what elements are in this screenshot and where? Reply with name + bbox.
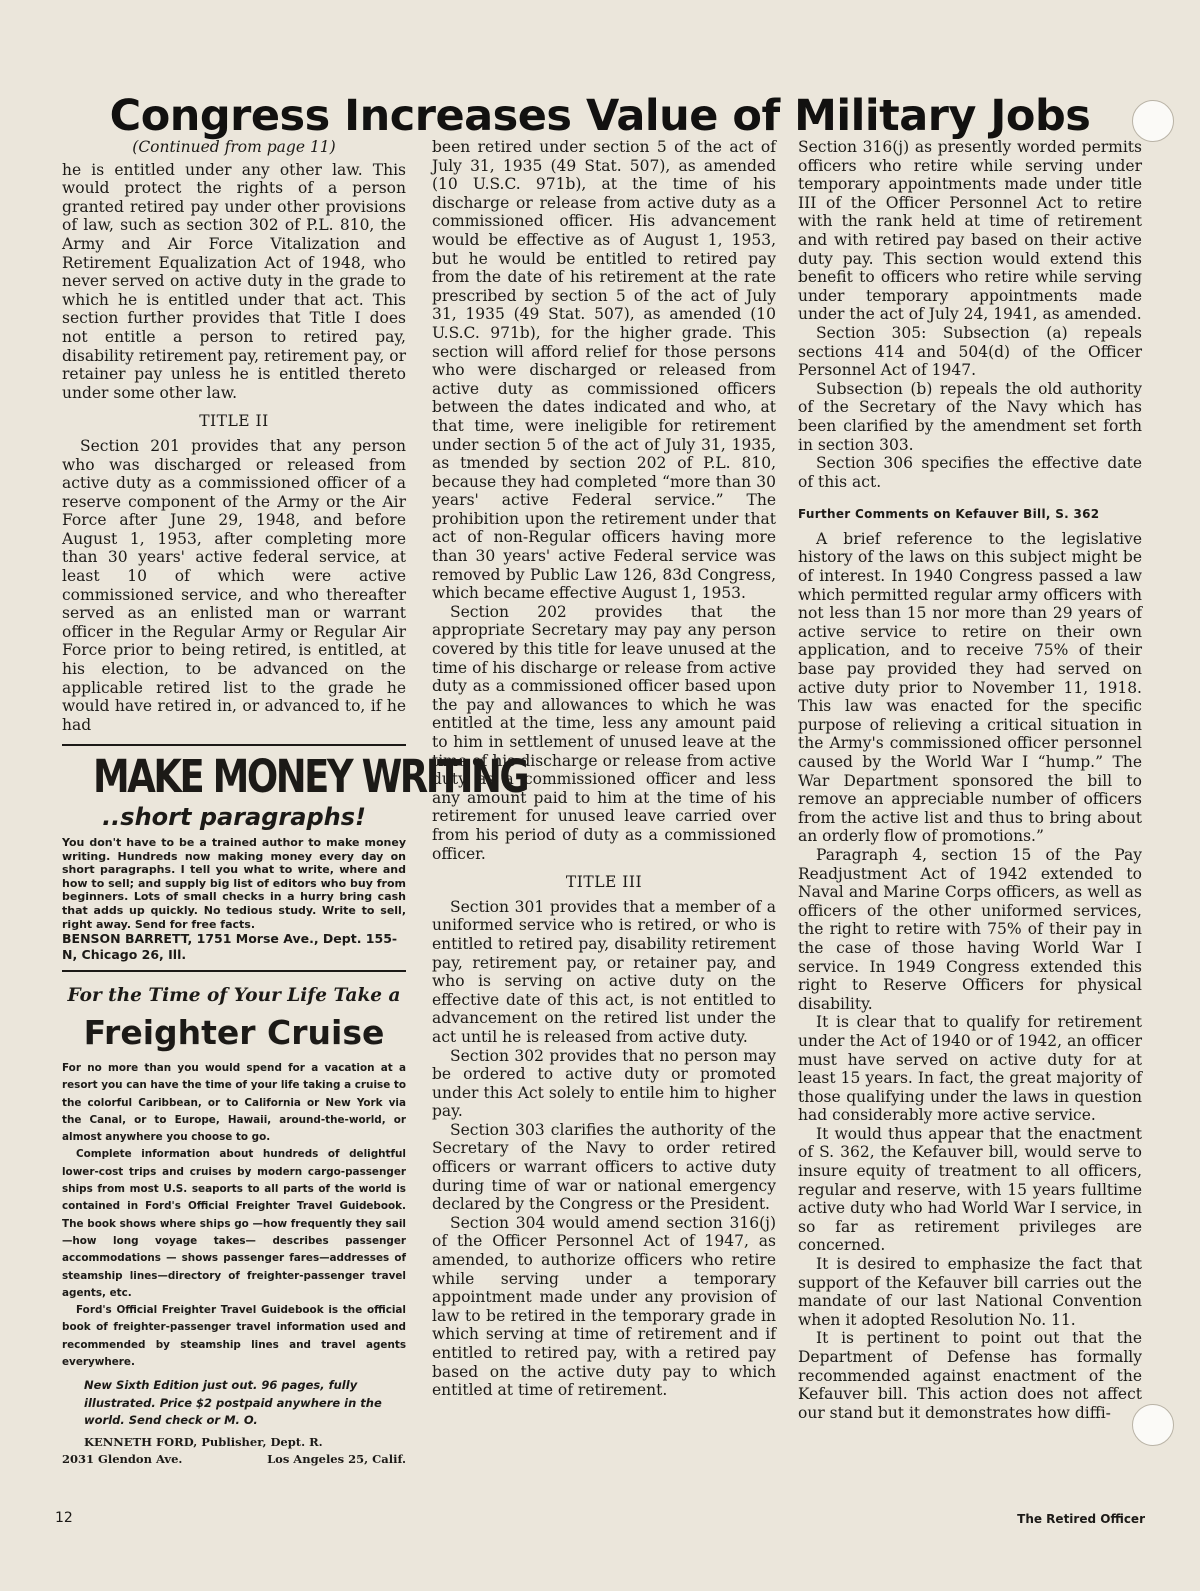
paragraph: A brief reference to the legislative history of the laws on this subject might be of interest. In 1940 Congress passed a law which permitted regular army officers with not less than 15 nor more than 29 years of active service to retire on their own application, and to receive 75% of their base pay provided they had served on active duty prior to November 11, 1918. This law was enacted for the specific purpose of relieving a critical situation in the Army's commissioned officer personnel caused by the World War I “hump.” The War Department sponsored the bill to remove an appreciable number of officers from the active list and thus to bring about an orderly flow of promotions.” [798,529,1142,846]
ad-subhead: ..short paragraphs! [102,803,366,831]
section-title-title-ii: TITLE II [199,412,269,431]
ad-headline: MAKE MONEY WRITING [92,750,528,803]
paragraph: It is pertinent to point out that the Department of Defense has formally recommended against enactment of the Kefauver bill. This action does not affect our stand but it demonstrates how diffi- [798,1329,1142,1422]
paragraph: Section 302 provides that no person may be ordered to active duty or promoted under this Act solely to entile him to higher pay. [432,1046,776,1121]
article-column-2 [432,138,776,1400]
ad-headline: Freighter Cruise [83,1013,385,1052]
article-column-3 [798,138,1142,1422]
binder-hole-top [1132,100,1174,142]
paragraph: Section 305: Subsection (a) repeals sections 414 and 504(d) of the Officer Personnel Act of 1947. [798,323,1142,380]
paragraph: Section 201 provides that any person who was discharged or released from active duty as a commissioned officer of a reserve component of the Army or the Air Force after June 29, 1948, and before August 1, 1953, after completing more than 30 years' active federal service, at least 10 of which were active commissioned service, and who thereafter served as an enlisted man or warrant officer in the Regular Army or Regular Air Force prior to being retired, is entitled, at his election, to be advanced on the applicable retired list to the grade he would have retired in, or advanced to, if he had [62,436,406,734]
paragraph: It is desired to emphasize the fact that support of the Kefauver bill carries out the mandate of our last National Convention when it adopted Resolution No. 11. [798,1255,1142,1329]
ad-contact: BENSON BARRETT, 1751 Morse Ave., Dept. 155-N, Chicago 26, Ill. [62,931,398,963]
paragraph: he is entitled under any other law. This would protect the rights of a person granted retired pay under other provisions of law, such as section 302 of P.L. 810, the Army and Air Force Vitalization and Retirement Equalization Act of 1948, who never served on active duty in the grade to which he is entitled under that act. This section further provides that Title I does not entitle a person to retired pay, disability retirement pay, retirement pay, or retainer pay unless he is entitled thereto under some other law. [62,160,406,402]
ad-make-money-writing [62,750,528,963]
paragraph: Section 301 provides that a member of a uniformed service who is retired, or who is entitled to retired pay, disability retirement pay, retirement pay, or retainer pay, and who is serving on active duty on the effective date of this act, is not entitled to advancement on the retired list under the act until he is released from active duty. [432,897,776,1046]
ad-freighter-cruise [62,985,406,1468]
ad-divider [62,744,406,746]
subsection-heading: Further Comments on Kefauver Bill, S. 362 [798,507,1100,522]
ad-body: You don't have to be a trained author to make money writing. Hundreds now making money every day on short paragraphs. I tell you what to write, where and how to sell; and supply big list of editors who buy from beginners. Lots of small checks in a hurry bring cash that adds up quickly. No tedious study. Write to sell, right away. Send for free facts. [62,836,406,931]
page-title: Congress Increases Value of Military Jobs [109,90,1091,141]
ad-paragraph: For no more than you would spend for a vacation at a resort you can have the time of your life taking a cruise to the colorful Caribbean, or to California or New York via the Canal, or to Europe, Hawaii, around-the-world, or almost anywhere you choose to go. [62,1062,406,1144]
paragraph: been retired under section 5 of the act of July 31, 1935 (49 Stat. 507), as amended (10 U.S.C. 971b), at the time of his discharge or release from active duty as a commissioned officer. His advancement would be effective as of August 1, 1953, but he would be entitled to retired pay from the date of his retirement at the rate prescribed by section 5 of the act of July 31, 1935 (49 Stat. 507), as amended (10 U.S.C. 971b), for the higher grade. This section will afford relief for those persons who were discharged or released from active duty as commissioned officers between the dates indicated and who, at that time, were ineligible for retirement under section 5 of the act of July 31, 1935, as tmended by section 202 of P.L. 810, because they had completed “more than 30 years' active Federal service.” The prohibition upon the retirement under that act of non-Regular officers having more than 30 years' active Federal service was removed by Public Law 126, 83d Congress, which became effective August 1, 1953. [432,138,776,603]
paragraph: Section 304 would amend section 316(j) of the Officer Personnel Act of 1947, as amended, to authorize officers who retire while serving under a temporary appointment made under any provision of law to be retired in the temporary grade in which serving at time of retirement and if entitled to retired pay, with a retired pay based on the active duty pay to which entitled at time of retirement. [432,1213,776,1400]
paragraph: Section 316(j) as presently worded permits officers who retire while serving under temporary appointments made under title III of the Officer Personnel Act to retire with the rank held at time of retirement and with retired pay based on their active duty pay. This section would extend this benefit to officers who retire while serving under temporary appointments made under the act of July 24, 1941, as amended. [798,138,1142,324]
paragraph: Subsection (b) repeals the old authority of the Secretary of the Navy which has been clarified by the amendment set forth in section 303. [798,379,1142,454]
ad-edition-note: New Sixth Edition just out. 96 pages, fully illustrated. Price $2 postpaid anywhere in the world. Send check or M. O. [84,1378,382,1428]
ad-tagline: For the Time of Your Life Take a [67,985,401,1006]
paragraph: Paragraph 4, section 15 of the Pay Readjustment Act of 1942 extended to Naval and Marine Corps officers, as well as officers of the other uniformed services, the right to retire with 75% of their pay in the case of those having World War I service. In 1949 Congress extended this right to Reserve Officers for physical disability. [798,845,1142,1013]
ad-address-city: Los Angeles 25, Calif. [267,1452,406,1467]
ad-address [62,1451,406,1468]
paragraph: It would thus appear that the enactment of S. 362, the Kefauver bill, would serve to insure equity of treatment to all officers, regular and reserve, with 15 years fulltime active duty who had World War I service, in so far as retirement privileges are concerned. [798,1124,1142,1255]
ad-address-street: 2031 Glendon Ave. [62,1452,183,1467]
ad-divider [62,970,406,972]
paragraph: Section 202 provides that the appropriate Secretary may pay any person covered by this title for leave unused at the time of his discharge or release from active duty as a commissioned officer based upon the pay and allowances to which he was entitled at the time, less any amount paid to him in settlement of unused leave at the time of his discharge or release from active duty as a commissioned officer and less any amount paid to him at the time of his retirement for unused leave carried over from his period of duty as a commissioned officer. [432,602,776,863]
page-number: 12 [55,1510,73,1526]
ad-body [62,1060,406,1371]
publication-name: The Retired Officer [1017,1512,1145,1526]
paragraph: Section 306 specifies the effective date of this act. [798,454,1142,491]
article-column-1 [62,138,406,734]
paragraph: Section 303 clarifies the authority of the Secretary of the Navy to order retired officers or warrant officers to active duty during time of war or national emergency declared by the Congress or the President. [432,1120,776,1214]
ad-publisher: KENNETH FORD, Publisher, Dept. R. [84,1434,323,1449]
paragraph: It is clear that to qualify for retirement under the Act of 1940 or of 1942, an officer must have served on active duty for at least 15 years. In fact, the great majority of those qualifying under the laws in question had considerably more active service. [798,1013,1142,1125]
continued-note: (Continued from page 11) [132,138,336,156]
ad-paragraph: Complete information about hundreds of delightful lower-cost trips and cruises by modern cargo-passenger ships from most U.S. seaports to all parts of the world is contained in Ford's Official Freighter Travel Guidebook. The book shows where ships go —how frequently they sail—how long voyage takes— describes passenger accommodations — shows passenger fares—addresses of steamship lines—directory of freighter-passenger travel agents, etc. [62,1148,406,1299]
section-title-title-iii: TITLE III [565,873,643,892]
ad-paragraph: Ford's Official Freighter Travel Guidebook is the official book of freighter-passenger travel information used and recommended by steamship lines and travel agents everywhere. [62,1304,406,1369]
